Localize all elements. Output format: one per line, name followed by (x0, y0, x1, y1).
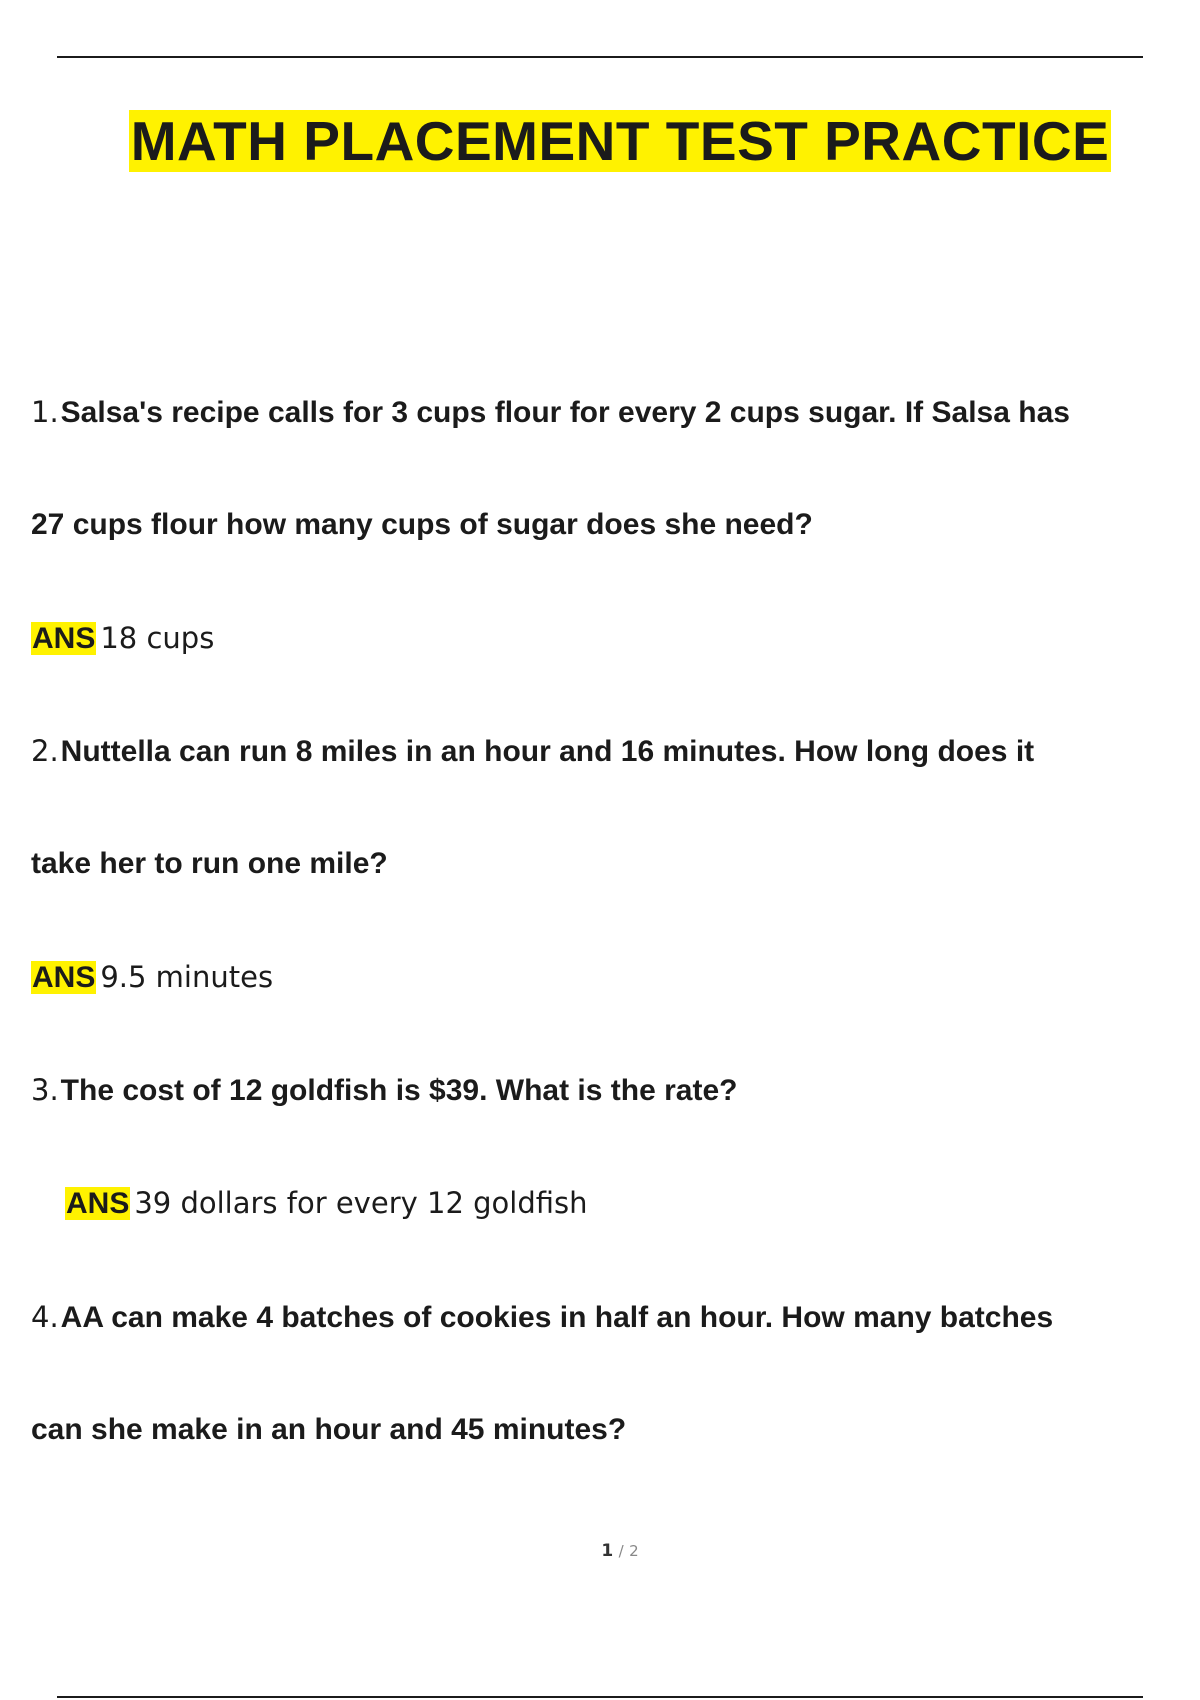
page-title-text: MATH PLACEMENT TEST PRACTICE (130, 110, 1110, 172)
question-4-line-2 (31, 1410, 626, 1450)
question-4-text-line-2: can she make in an hour and 45 minutes? (31, 1413, 627, 1446)
answer-2-label: ANS (32, 961, 96, 994)
question-1-number: 1. (31, 395, 59, 429)
question-1-line-2 (31, 505, 813, 545)
answer-2 (31, 957, 273, 998)
answer-3 (65, 1183, 587, 1224)
question-2-number: 2. (31, 734, 59, 768)
question-2-line-1 (31, 731, 1034, 772)
question-4-number: 4. (31, 1300, 59, 1334)
bottom-divider (57, 1696, 1143, 1698)
question-1-text-line-2: 27 cups flour how many cups of sugar does she need? (31, 508, 813, 541)
top-divider (57, 56, 1143, 58)
answer-3-value: 39 dollars for every 12 goldfish (134, 1186, 588, 1220)
question-2-text-line-1: Nuttella can run 8 miles in an hour and 16 minutes. How long does it (60, 735, 1035, 768)
question-3-line-1 (31, 1070, 737, 1111)
question-4-text-line-1: AA can make 4 batches of cookies in half an hour. How many batches (60, 1301, 1054, 1334)
question-3-text-line-1: The cost of 12 goldfish is $39. What is the rate? (60, 1074, 738, 1107)
question-4-line-1 (31, 1297, 1053, 1338)
question-1-line-1 (31, 392, 1070, 433)
page-total: 2 (629, 1542, 639, 1560)
page-title (0, 108, 1200, 174)
page-separator: / (618, 1542, 624, 1560)
answer-3-label: ANS (66, 1187, 130, 1220)
question-2-line-2 (31, 844, 388, 884)
question-3-number: 3. (31, 1073, 59, 1107)
answer-2-value: 9.5 minutes (100, 960, 274, 994)
question-1-text-line-1: Salsa's recipe calls for 3 cups flour for every 2 cups sugar. If Salsa has (60, 396, 1070, 429)
answer-1-value: 18 cups (100, 621, 215, 655)
page-current: 1 (601, 1541, 614, 1561)
question-2-text-line-2: take her to run one mile? (31, 847, 388, 880)
answer-1-label: ANS (32, 622, 96, 655)
page-indicator (0, 1541, 1200, 1561)
answer-1 (31, 618, 214, 659)
